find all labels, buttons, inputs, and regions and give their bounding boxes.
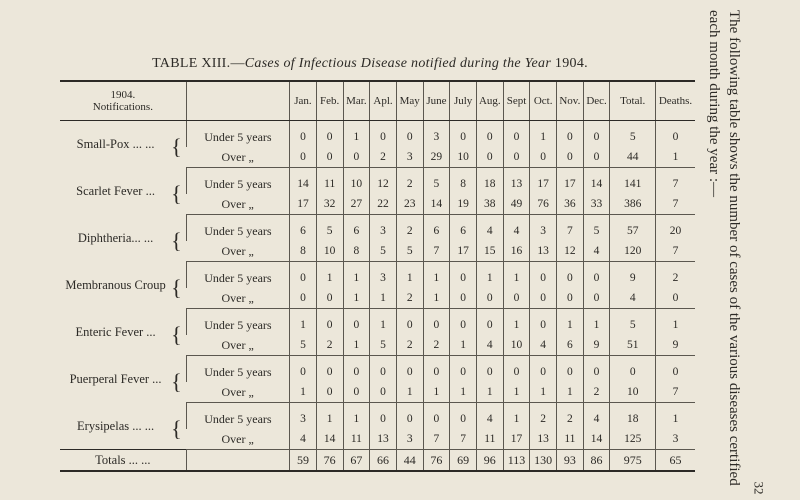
month-count: 13 — [370, 429, 397, 450]
row-total: 10 — [610, 382, 656, 403]
month-count: 0 — [503, 288, 530, 309]
month-count: 0 — [316, 121, 343, 148]
month-count: 0 — [290, 356, 317, 383]
month-count: 0 — [583, 288, 610, 309]
header-month: June — [423, 81, 450, 121]
header-blank — [186, 81, 289, 121]
header-month: Jan. — [290, 81, 317, 121]
totals-month: 96 — [476, 450, 503, 472]
month-count: 5 — [370, 335, 397, 356]
header-month: Dec. — [583, 81, 610, 121]
month-count: 17 — [503, 429, 530, 450]
month-count: 15 — [476, 241, 503, 262]
month-count: 0 — [423, 403, 450, 430]
header-notifications: 1904. Notifications. — [60, 81, 186, 121]
month-count: 0 — [583, 147, 610, 168]
table-caption — [0, 56, 740, 72]
month-count: 3 — [370, 215, 397, 242]
disease-name-cell — [60, 215, 186, 262]
month-count: 1 — [343, 335, 370, 356]
month-count: 16 — [503, 241, 530, 262]
month-count: 14 — [423, 194, 450, 215]
month-count: 4 — [290, 429, 317, 450]
brace-glyph: { — [171, 369, 182, 394]
table-row — [60, 215, 695, 242]
month-count: 13 — [503, 168, 530, 195]
month-count: 1 — [583, 309, 610, 336]
month-count: 10 — [503, 335, 530, 356]
totals-month: 130 — [530, 450, 557, 472]
notifications-table — [60, 80, 695, 472]
month-count: 0 — [503, 121, 530, 148]
totals-row — [60, 450, 695, 472]
month-count: 8 — [450, 168, 477, 195]
disease-name-cell — [60, 309, 186, 356]
month-count: 10 — [343, 168, 370, 195]
month-count: 5 — [396, 241, 423, 262]
month-count: 7 — [450, 429, 477, 450]
month-count: 0 — [423, 309, 450, 336]
totals-label: Totals ... ... — [60, 450, 186, 472]
row-total: 57 — [610, 215, 656, 242]
header-total: Total. — [610, 81, 656, 121]
row-deaths: 7 — [655, 241, 695, 262]
row-deaths: 7 — [655, 382, 695, 403]
month-count: 12 — [370, 168, 397, 195]
month-count: 0 — [530, 356, 557, 383]
row-total: 0 — [610, 356, 656, 383]
row-deaths: 7 — [655, 168, 695, 195]
month-count: 0 — [530, 262, 557, 289]
month-count: 0 — [503, 147, 530, 168]
month-count: 1 — [370, 288, 397, 309]
month-count: 4 — [583, 403, 610, 430]
brace-glyph: { — [171, 415, 182, 441]
month-count: 4 — [583, 241, 610, 262]
month-count: 0 — [450, 309, 477, 336]
month-count: 0 — [423, 356, 450, 383]
month-count: 0 — [450, 121, 477, 148]
age-group-label: Under 5 years — [186, 356, 289, 383]
disease-name: Scarlet Fever ... — [76, 184, 155, 198]
month-count: 1 — [423, 288, 450, 309]
month-count: 8 — [343, 241, 370, 262]
header-month: Sept — [503, 81, 530, 121]
totals-month: 67 — [343, 450, 370, 472]
month-count: 2 — [423, 335, 450, 356]
disease-name: Small-Pox ... ... — [76, 137, 155, 152]
age-group-label: Under 5 years — [186, 215, 289, 242]
page-number: 32 — [751, 481, 767, 495]
age-group-label: Over „ — [186, 382, 289, 403]
row-deaths: 9 — [655, 335, 695, 356]
month-count: 10 — [316, 241, 343, 262]
header-month: May — [396, 81, 423, 121]
month-count: 4 — [476, 403, 503, 430]
month-count: 5 — [370, 241, 397, 262]
month-count: 6 — [423, 215, 450, 242]
month-count: 4 — [503, 215, 530, 242]
brace-glyph: { — [171, 228, 182, 253]
month-count: 12 — [557, 241, 584, 262]
row-total: 4 — [610, 288, 656, 309]
month-count: 0 — [476, 356, 503, 383]
month-count: 1 — [396, 262, 423, 289]
table-row — [60, 168, 695, 195]
disease-name-cell — [60, 168, 186, 215]
month-count: 14 — [583, 168, 610, 195]
month-count: 0 — [530, 309, 557, 336]
disease-name-cell — [60, 121, 186, 168]
brace-glyph: { — [171, 275, 182, 300]
month-count: 0 — [557, 121, 584, 148]
header-month: Feb. — [316, 81, 343, 121]
row-deaths: 7 — [655, 194, 695, 215]
month-count: 1 — [396, 382, 423, 403]
totals-month: 76 — [316, 450, 343, 472]
header-month: July — [450, 81, 477, 121]
month-count: 17 — [290, 194, 317, 215]
month-count: 0 — [316, 382, 343, 403]
month-count: 1 — [530, 382, 557, 403]
month-count: 76 — [530, 194, 557, 215]
month-count: 0 — [476, 309, 503, 336]
month-count: 2 — [316, 335, 343, 356]
row-total: 51 — [610, 335, 656, 356]
month-count: 0 — [557, 356, 584, 383]
month-count: 0 — [290, 262, 317, 289]
month-count: 1 — [557, 382, 584, 403]
month-count: 1 — [343, 288, 370, 309]
month-count: 0 — [396, 121, 423, 148]
month-count: 0 — [290, 147, 317, 168]
month-count: 0 — [557, 288, 584, 309]
month-count: 0 — [450, 403, 477, 430]
row-total: 141 — [610, 168, 656, 195]
month-count: 1 — [476, 382, 503, 403]
month-count: 1 — [503, 403, 530, 430]
month-count: 0 — [316, 288, 343, 309]
disease-name: Puerperal Fever ... — [69, 372, 162, 386]
month-count: 49 — [503, 194, 530, 215]
month-count: 0 — [476, 288, 503, 309]
month-count: 1 — [370, 309, 397, 336]
disease-name: Membranous Croup — [65, 278, 166, 292]
month-count: 0 — [530, 147, 557, 168]
totals-blank — [186, 450, 289, 472]
month-count: 4 — [476, 335, 503, 356]
month-count: 4 — [476, 215, 503, 242]
month-count: 0 — [476, 121, 503, 148]
month-count: 5 — [290, 335, 317, 356]
month-count: 27 — [343, 194, 370, 215]
month-count: 0 — [316, 356, 343, 383]
month-count: 2 — [530, 403, 557, 430]
month-count: 0 — [370, 356, 397, 383]
month-count: 0 — [343, 382, 370, 403]
age-group-label: Under 5 years — [186, 403, 289, 430]
month-count: 7 — [557, 215, 584, 242]
month-count: 1 — [343, 262, 370, 289]
month-count: 14 — [583, 429, 610, 450]
disease-name: Enteric Fever ... — [75, 325, 156, 339]
month-count: 2 — [370, 147, 397, 168]
month-count: 0 — [290, 121, 317, 148]
header-month: Aug. — [476, 81, 503, 121]
month-count: 1 — [557, 309, 584, 336]
row-deaths: 1 — [655, 403, 695, 430]
month-count: 0 — [557, 262, 584, 289]
disease-name: Diphtheria... ... — [77, 231, 154, 245]
month-count: 3 — [396, 147, 423, 168]
month-count: 7 — [423, 429, 450, 450]
totals-month: 44 — [396, 450, 423, 472]
month-count: 0 — [316, 309, 343, 336]
header-month: Oct. — [530, 81, 557, 121]
month-count: 29 — [423, 147, 450, 168]
row-deaths: 1 — [655, 147, 695, 168]
month-count: 1 — [503, 309, 530, 336]
month-count: 13 — [530, 241, 557, 262]
age-group-label: Under 5 years — [186, 262, 289, 289]
month-count: 0 — [370, 121, 397, 148]
age-group-label: Under 5 years — [186, 309, 289, 336]
totals-month: 59 — [290, 450, 317, 472]
month-count: 3 — [530, 215, 557, 242]
totals-month: 86 — [583, 450, 610, 472]
totals-total: 975 — [610, 450, 656, 472]
row-total: 125 — [610, 429, 656, 450]
month-count: 1 — [450, 382, 477, 403]
age-group-label: Over „ — [186, 241, 289, 262]
month-count: 5 — [423, 168, 450, 195]
header-month: Mar. — [343, 81, 370, 121]
month-count: 19 — [450, 194, 477, 215]
age-group-label: Over „ — [186, 429, 289, 450]
month-count: 0 — [503, 356, 530, 383]
month-count: 14 — [316, 429, 343, 450]
month-count: 2 — [557, 403, 584, 430]
row-deaths: 2 — [655, 262, 695, 289]
month-count: 0 — [583, 121, 610, 148]
row-deaths: 0 — [655, 356, 695, 383]
age-group-label: Over „ — [186, 335, 289, 356]
month-count: 1 — [290, 382, 317, 403]
month-count: 17 — [530, 168, 557, 195]
month-count: 1 — [343, 403, 370, 430]
disease-name-cell — [60, 403, 186, 450]
age-group-label: Under 5 years — [186, 121, 289, 148]
month-count: 0 — [396, 356, 423, 383]
month-count: 32 — [316, 194, 343, 215]
month-count: 0 — [557, 147, 584, 168]
totals-month: 93 — [557, 450, 584, 472]
month-count: 10 — [450, 147, 477, 168]
month-count: 0 — [370, 403, 397, 430]
month-count: 4 — [530, 335, 557, 356]
month-count: 1 — [530, 121, 557, 148]
brace-glyph: { — [171, 134, 182, 160]
age-group-label: Over „ — [186, 288, 289, 309]
month-count: 9 — [583, 335, 610, 356]
month-count: 1 — [343, 121, 370, 148]
table-row — [60, 403, 695, 430]
totals-month: 76 — [423, 450, 450, 472]
month-count: 3 — [423, 121, 450, 148]
month-count: 1 — [316, 403, 343, 430]
header-deaths: Deaths. — [655, 81, 695, 121]
disease-name-cell — [60, 356, 186, 403]
caption-year: 1904. — [554, 56, 588, 71]
month-count: 5 — [583, 215, 610, 242]
month-count: 1 — [503, 262, 530, 289]
header-row — [60, 81, 695, 121]
row-total: 5 — [610, 309, 656, 336]
month-count: 3 — [396, 429, 423, 450]
month-count: 1 — [290, 309, 317, 336]
month-count: 0 — [396, 403, 423, 430]
side-note: The following table shows the number of cases of the various diseases certified each month during the year :— — [706, 10, 742, 486]
caption-prefix: TABLE XIII.— — [152, 56, 245, 71]
month-count: 0 — [343, 147, 370, 168]
month-count: 0 — [396, 309, 423, 336]
month-count: 23 — [396, 194, 423, 215]
month-count: 14 — [290, 168, 317, 195]
row-total: 9 — [610, 262, 656, 289]
month-count: 33 — [583, 194, 610, 215]
month-count: 1 — [476, 262, 503, 289]
row-total: 18 — [610, 403, 656, 430]
month-count: 6 — [557, 335, 584, 356]
month-count: 2 — [583, 382, 610, 403]
row-total: 386 — [610, 194, 656, 215]
month-count: 11 — [316, 168, 343, 195]
caption-title: Cases of Infectious Disease notified during the Year — [244, 56, 552, 71]
month-count: 0 — [450, 262, 477, 289]
month-count: 13 — [530, 429, 557, 450]
month-count: 36 — [557, 194, 584, 215]
row-deaths: 20 — [655, 215, 695, 242]
month-count: 6 — [290, 215, 317, 242]
month-count: 0 — [450, 288, 477, 309]
month-count: 0 — [450, 356, 477, 383]
row-deaths: 0 — [655, 121, 695, 148]
table-row — [60, 356, 695, 383]
month-count: 3 — [370, 262, 397, 289]
month-count: 3 — [290, 403, 317, 430]
month-count: 1 — [503, 382, 530, 403]
month-count: 2 — [396, 215, 423, 242]
header-month: Apl. — [370, 81, 397, 121]
brace-glyph: { — [171, 322, 182, 347]
month-count: 8 — [290, 241, 317, 262]
month-count: 2 — [396, 288, 423, 309]
row-total: 5 — [610, 121, 656, 148]
month-count: 0 — [343, 309, 370, 336]
month-count: 17 — [557, 168, 584, 195]
row-total: 44 — [610, 147, 656, 168]
month-count: 2 — [396, 168, 423, 195]
month-count: 6 — [343, 215, 370, 242]
totals-month: 113 — [503, 450, 530, 472]
month-count: 1 — [423, 262, 450, 289]
month-count: 11 — [476, 429, 503, 450]
month-count: 1 — [316, 262, 343, 289]
totals-month: 69 — [450, 450, 477, 472]
month-count: 0 — [530, 288, 557, 309]
month-count: 0 — [583, 356, 610, 383]
month-count: 1 — [450, 335, 477, 356]
age-group-label: Over „ — [186, 147, 289, 168]
row-deaths: 3 — [655, 429, 695, 450]
row-deaths: 0 — [655, 288, 695, 309]
month-count: 6 — [450, 215, 477, 242]
totals-month: 66 — [370, 450, 397, 472]
age-group-label: Under 5 years — [186, 168, 289, 195]
table-row — [60, 262, 695, 289]
table-body — [60, 121, 695, 472]
month-count: 22 — [370, 194, 397, 215]
month-count: 17 — [450, 241, 477, 262]
row-deaths: 1 — [655, 309, 695, 336]
month-count: 7 — [423, 241, 450, 262]
month-count: 0 — [583, 262, 610, 289]
totals-deaths: 65 — [655, 450, 695, 472]
month-count: 0 — [316, 147, 343, 168]
month-count: 38 — [476, 194, 503, 215]
month-count: 0 — [476, 147, 503, 168]
row-total: 120 — [610, 241, 656, 262]
brace-glyph: { — [171, 181, 182, 206]
month-count: 0 — [290, 288, 317, 309]
month-count: 11 — [343, 429, 370, 450]
month-count: 2 — [396, 335, 423, 356]
month-count: 5 — [316, 215, 343, 242]
month-count: 11 — [557, 429, 584, 450]
table-row — [60, 121, 695, 148]
table-row — [60, 309, 695, 336]
disease-name: Erysipelas ... ... — [77, 418, 155, 433]
age-group-label: Over „ — [186, 194, 289, 215]
header-month: Nov. — [557, 81, 584, 121]
month-count: 18 — [476, 168, 503, 195]
month-count: 1 — [423, 382, 450, 403]
month-count: 0 — [343, 356, 370, 383]
month-count: 0 — [370, 382, 397, 403]
disease-name-cell — [60, 262, 186, 309]
